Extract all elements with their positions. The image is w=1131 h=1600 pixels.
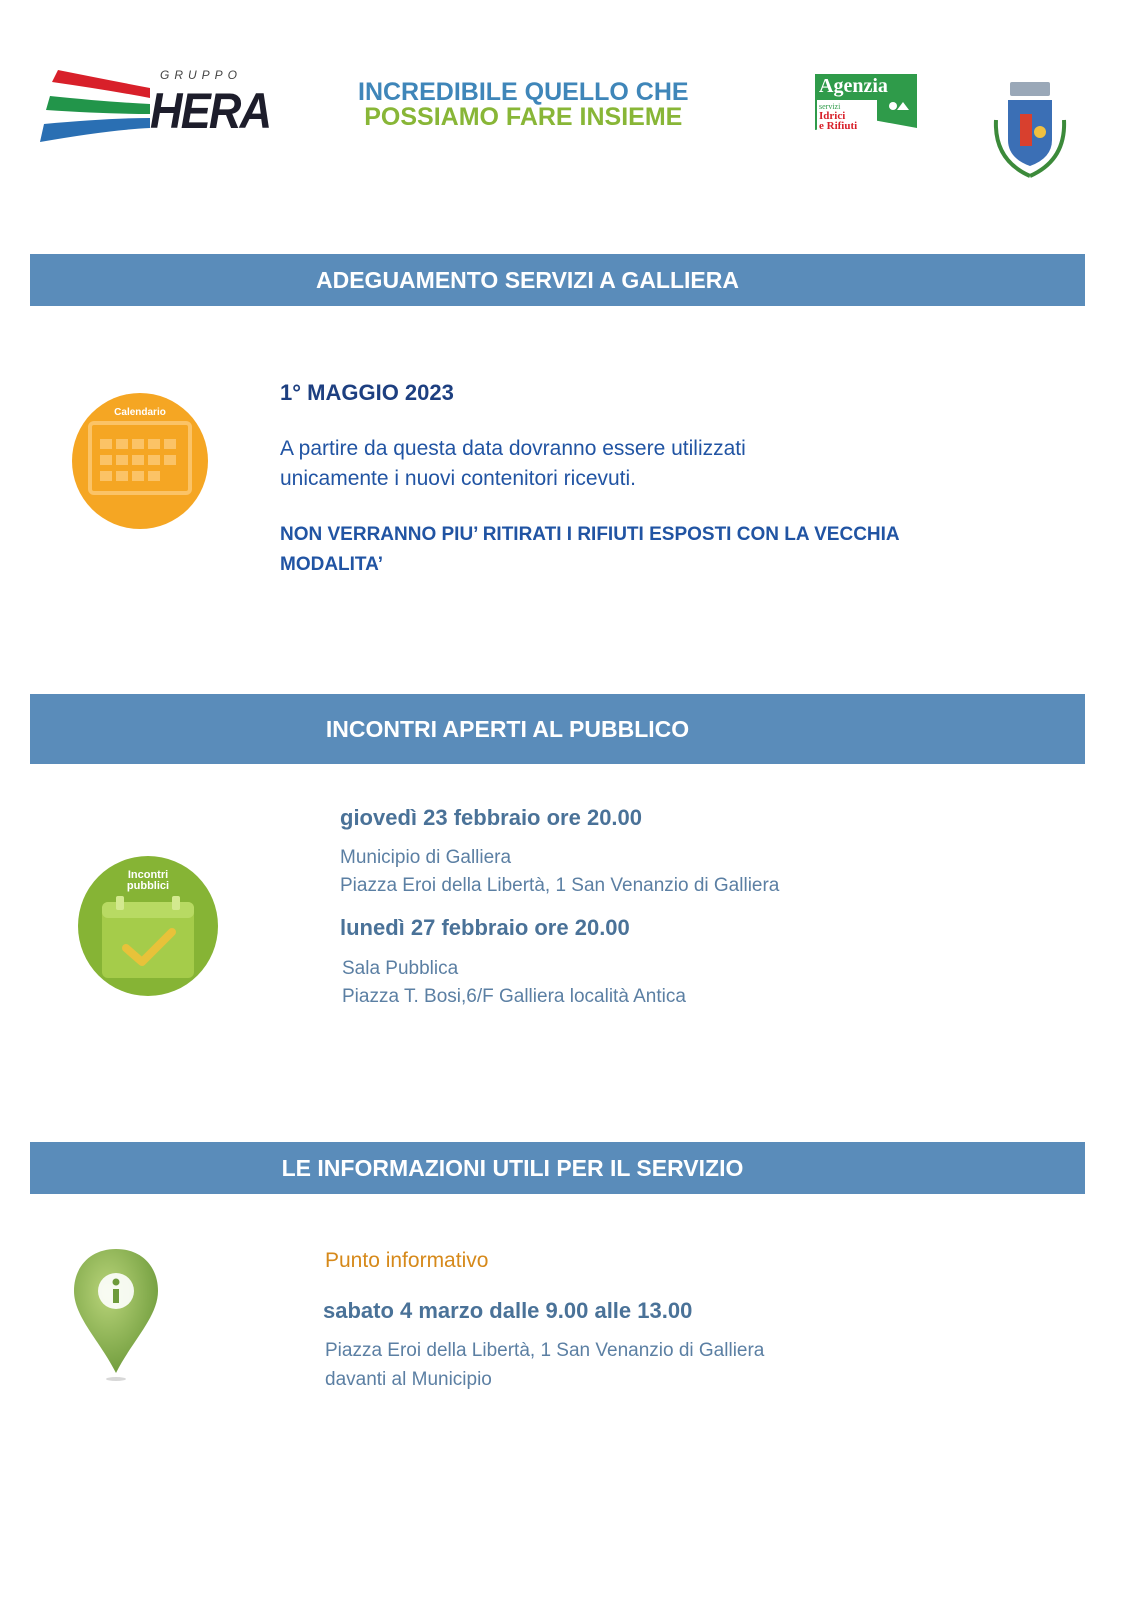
meeting-icon-label-1: Incontri — [127, 869, 169, 881]
calendar-icon-label: Calendario — [114, 407, 166, 418]
event-2-place: Sala Pubblica — [342, 958, 459, 979]
slogan — [358, 80, 689, 130]
info-point-label: Punto informativo — [325, 1249, 489, 1272]
announcement-line-2: unicamente i nuovi contenitori ricevuti. — [280, 467, 637, 490]
event-2-address: Piazza T. Bosi,6/F Galliera località Antica — [342, 986, 686, 1007]
info-map-pin-icon — [70, 1245, 162, 1385]
agency-name: Agenzia — [819, 75, 888, 97]
section-banner-incontri — [30, 694, 1085, 764]
event-2-title: lunedì 27 febbraio ore 20.00 — [340, 915, 630, 940]
announcement-line-1: A partire da questa data dovranno essere utilizzati — [280, 437, 746, 460]
info-point-schedule: sabato 4 marzo dalle 9.00 alle 13.00 — [323, 1298, 693, 1323]
event-1-address: Piazza Eroi della Libertà, 1 San Venanzio di Galliera — [340, 875, 780, 896]
section-banner-informazioni — [30, 1142, 1085, 1194]
hera-wordmark: HERA — [150, 83, 271, 139]
agency-line-3: e Rifiuti — [819, 120, 858, 132]
municipality-crest-icon — [990, 80, 1070, 180]
section-heading: INCONTRI APERTI AL PUBBLICO — [325, 715, 690, 742]
section-banner-adeguamento — [30, 254, 1085, 306]
event-1-title: giovedì 23 febbraio ore 20.00 — [340, 805, 643, 830]
warning-line-2: MODALITA’ — [280, 554, 384, 575]
hera-gruppo-text: GRUPPO — [160, 68, 243, 82]
calendar-icon — [72, 393, 208, 529]
agency-logo — [813, 72, 921, 134]
warning-line-1: NON VERRANNO PIU’ RITIRATI I RIFIUTI ESPOSTI CON LA VECCHIA — [280, 524, 900, 545]
info-point-note: davanti al Municipio — [325, 1369, 492, 1390]
info-point-address: Piazza Eroi della Libertà, 1 San Venanzio di Galliera — [325, 1340, 765, 1361]
event-1-place: Municipio di Galliera — [340, 847, 512, 868]
meeting-icon-label-2: pubblici — [126, 880, 170, 892]
agency-line-1: servizi — [819, 102, 841, 111]
public-meeting-calendar-icon — [78, 856, 218, 996]
effective-date: 1° MAGGIO 2023 — [280, 380, 454, 405]
announcement-text — [280, 434, 900, 494]
slogan-line-2: POSSIAMO FARE INSIEME — [364, 103, 683, 131]
section-heading: LE INFORMAZIONI UTILI PER IL SERVIZIO — [281, 1154, 744, 1181]
section-heading: ADEGUAMENTO SERVIZI A GALLIERA — [316, 266, 739, 293]
agency-line-2: Idrici — [819, 110, 846, 122]
slogan-line-1: INCREDIBILE QUELLO CHE — [358, 78, 689, 106]
warning-text — [280, 520, 1040, 580]
